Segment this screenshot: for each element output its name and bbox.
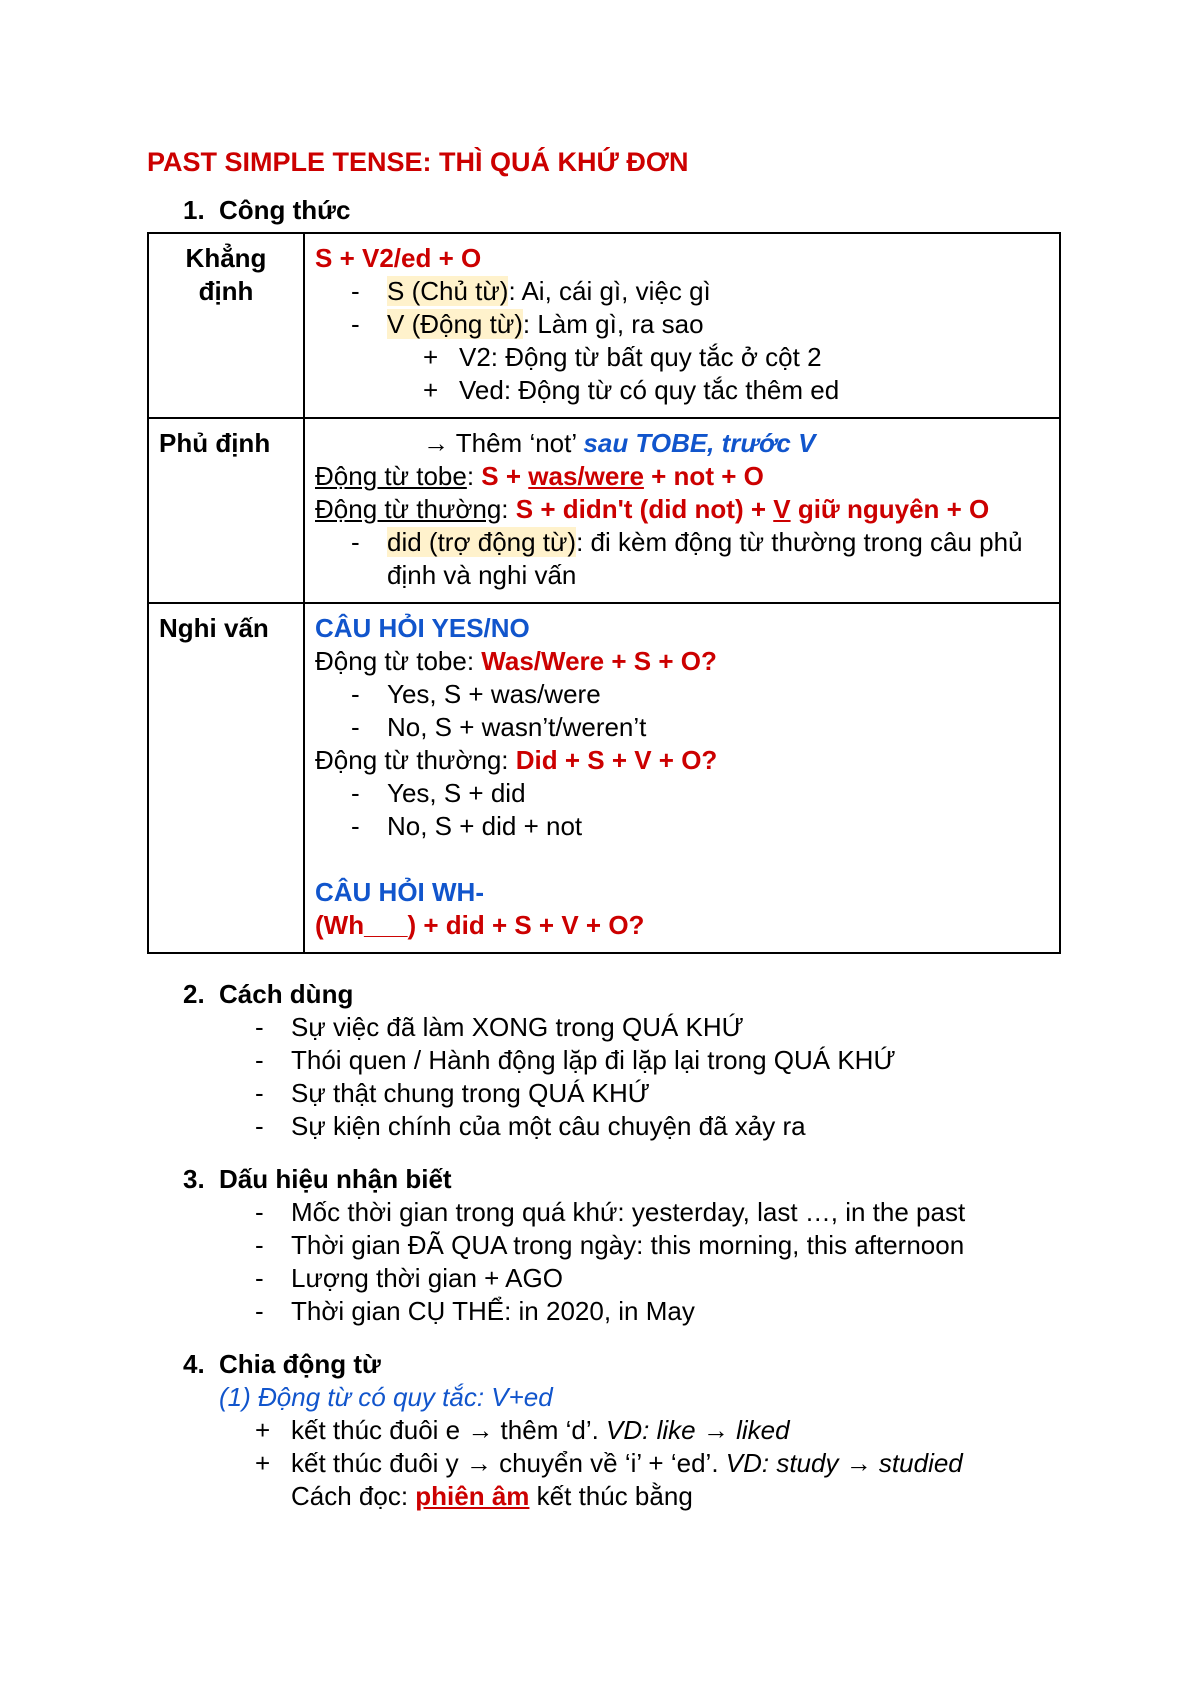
plus-marker: + (255, 1448, 271, 1478)
spacer (315, 843, 1051, 876)
pronunciation-link[interactable]: phiên âm (415, 1481, 530, 1511)
dash-marker: - (255, 1045, 264, 1075)
rule-e-text: kết thúc đuôi e → thêm ‘d’. (291, 1415, 607, 1445)
section-2-number: 2. (183, 979, 205, 1009)
content-question (304, 603, 1060, 953)
formula-table (147, 232, 1061, 954)
negative-did-note (315, 526, 1051, 592)
regular-verbs-heading: (1) Động từ có quy tắc: V+ed (219, 1382, 553, 1412)
question-tobe-label: Động từ tobe: (315, 646, 482, 676)
yesno-heading: CÂU HỎI YES/NO (315, 613, 530, 643)
question-normal-label: Động từ thường: (315, 745, 516, 775)
negative-tobe-label: Động từ tobe (315, 461, 467, 491)
signal-text: Thời gian CỤ THỂ: in 2020, in May (291, 1296, 695, 1326)
did-desc: : đi kèm động từ thường trong câu phủ định và nghi vấn (387, 527, 1023, 590)
negative-tobe (315, 460, 1051, 493)
negative-normal-v: V (773, 494, 791, 524)
negative-intro (315, 427, 1051, 460)
question-tobe-no (315, 711, 1051, 744)
pronunciation-label: Cách đọc: (291, 1481, 416, 1511)
affirmative-sub-ved (315, 374, 1051, 407)
usage-text: Sự việc đã làm XONG trong QUÁ KHỨ (291, 1012, 744, 1042)
label-question: Nghi vấn (148, 603, 304, 953)
usage-text: Sự thật chung trong QUÁ KHỨ (291, 1078, 650, 1108)
colon: : (501, 494, 516, 524)
usage-text: Thói quen / Hành động lặp đi lặp lại trong QUÁ KHỨ (291, 1045, 896, 1075)
section-1-title: Công thức (219, 195, 351, 225)
tobe-yes-answer: Yes, S + was/were (387, 679, 601, 709)
affirmative-item-subject (315, 275, 1051, 308)
content-affirmative (304, 233, 1060, 418)
rule-y-example: VD: study → studied (725, 1448, 963, 1478)
section-1-heading (183, 194, 350, 227)
v2-desc: V2: Động từ bất quy tắc ở cột 2 (459, 342, 822, 372)
label-negative: Phủ định (148, 418, 304, 603)
signal-item (183, 1295, 1063, 1328)
question-normal-yes (315, 777, 1051, 810)
dash-marker: - (255, 1230, 264, 1260)
usage-item (183, 1077, 1063, 1110)
pronunciation-suffix: kết thúc bằng (529, 1481, 693, 1511)
negative-tobe-rest: + not + O (643, 461, 764, 491)
pronunciation-line (183, 1480, 1063, 1513)
affirmative-formula: S + V2/ed + O (315, 243, 482, 273)
section-4-heading (183, 1348, 1063, 1381)
dash-marker: - (351, 527, 360, 557)
colon: : (466, 461, 482, 491)
dash-marker: - (351, 778, 360, 808)
section-2 (183, 978, 1063, 1143)
signal-item (183, 1262, 1063, 1295)
signal-text: Lượng thời gian + AGO (291, 1263, 563, 1293)
verb-desc: : Làm gì, ra sao (522, 309, 704, 339)
plus-marker: + (423, 375, 439, 405)
wh-formula: (Wh___) + did + S + V + O? (315, 910, 645, 940)
signal-item (183, 1229, 1063, 1262)
usage-item (183, 1011, 1063, 1044)
normal-no-answer: No, S + did + not (387, 811, 583, 841)
section-4-number: 4. (183, 1349, 205, 1379)
dash-marker: - (351, 712, 360, 742)
dash-marker: - (351, 309, 360, 339)
question-normal (315, 744, 1051, 777)
document-title: PAST SIMPLE TENSE: THÌ QUÁ KHỨ ĐƠN (147, 147, 689, 177)
plus-marker: + (255, 1415, 271, 1445)
section-4 (183, 1348, 1063, 1513)
question-tobe (315, 645, 1051, 678)
usage-item (183, 1110, 1063, 1143)
rule-e-ending (183, 1414, 1063, 1447)
question-normal-formula: Did + S + V + O? (515, 745, 718, 775)
signal-text: Thời gian ĐÃ QUA trong ngày: this morning, this afternoon (291, 1230, 965, 1260)
dash-marker: - (351, 811, 360, 841)
affirmative-item-verb (315, 308, 1051, 341)
subject-desc: : Ai, cái gì, việc gì (508, 276, 711, 306)
negative-normal-label: Động từ thường (315, 494, 502, 524)
ved-desc: Ved: Động từ có quy tắc thêm ed (459, 375, 840, 405)
label-affirmative (148, 233, 304, 418)
row-question (148, 603, 1060, 953)
label-affirmative-line1: Khẳng (185, 243, 267, 273)
usage-item (183, 1044, 1063, 1077)
question-tobe-yes (315, 678, 1051, 711)
section-2-title: Cách dùng (219, 979, 354, 1009)
dash-marker: - (255, 1197, 264, 1227)
negative-normal-b: giữ nguyên + O (790, 494, 990, 524)
section-3-heading (183, 1163, 1063, 1196)
section-4-title: Chia động từ (219, 1349, 381, 1379)
usage-text: Sự kiện chính của một câu chuyện đã xảy ra (291, 1111, 806, 1141)
content-negative (304, 418, 1060, 603)
signal-text: Mốc thời gian trong quá khứ: yesterday, last …, in the past (291, 1197, 966, 1227)
rule-e-example: VD: like → liked (606, 1415, 790, 1445)
question-normal-no (315, 810, 1051, 843)
section-2-heading (183, 978, 1063, 1011)
row-negative (148, 418, 1060, 603)
section-3 (183, 1163, 1063, 1328)
question-tobe-formula: Was/Were + S + O? (481, 646, 717, 676)
dash-marker: - (255, 1078, 264, 1108)
verb-highlight: V (Động từ) (387, 309, 523, 339)
negative-intro-rule: sau TOBE, trước V (583, 428, 816, 458)
subject-highlight: S (Chủ từ) (387, 276, 509, 306)
dash-marker: - (255, 1296, 264, 1326)
tobe-no-answer: No, S + wasn’t/weren’t (387, 712, 647, 742)
signal-item (183, 1196, 1063, 1229)
negative-normal-a: S + didn't (did not) + (515, 494, 774, 524)
section-3-number: 3. (183, 1164, 205, 1194)
dash-marker: - (255, 1012, 264, 1042)
section-1-number: 1. (183, 195, 205, 225)
wh-heading: CÂU HỎI WH- (315, 877, 484, 907)
plus-marker: + (423, 342, 439, 372)
label-affirmative-line2: định (198, 276, 254, 306)
negative-intro-text: → Thêm ‘not’ (423, 428, 584, 458)
affirmative-sub-v2 (315, 341, 1051, 374)
negative-normal (315, 493, 1051, 526)
negative-tobe-s: S + (481, 461, 529, 491)
row-affirmative (148, 233, 1060, 418)
dash-marker: - (351, 679, 360, 709)
rule-y-ending (183, 1447, 1063, 1480)
dash-marker: - (351, 276, 360, 306)
normal-yes-answer: Yes, S + did (387, 778, 526, 808)
dash-marker: - (255, 1263, 264, 1293)
section-3-title: Dấu hiệu nhận biết (219, 1164, 452, 1194)
rule-y-text: kết thúc đuôi y → chuyển về ‘i’ + ‘ed’. (291, 1448, 726, 1478)
did-highlight: did (trợ động từ) (387, 527, 577, 557)
negative-tobe-was: was/were (528, 461, 644, 491)
dash-marker: - (255, 1111, 264, 1141)
